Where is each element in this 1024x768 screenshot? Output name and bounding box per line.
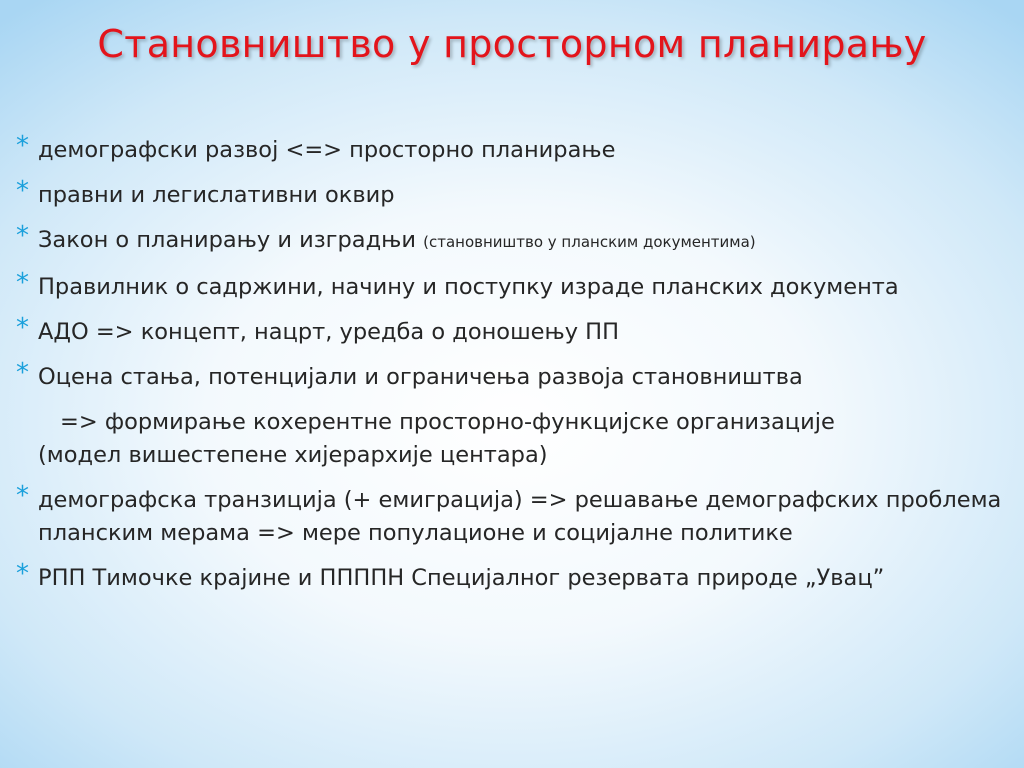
bullet-list [16,131,1016,607]
list-item-note: (модел вишестепене хијерархије центара) [38,442,548,468]
list-item [16,131,1016,167]
list-item [16,481,1016,550]
asterisk-bullet-icon: * [16,131,29,161]
asterisk-bullet-icon: * [16,221,29,251]
list-item-note: (становништво у планским документима) [423,233,756,251]
list-item [16,313,1016,349]
list-item-text: АДО => концепт, нацрт, уредба о доношењу ПП [38,319,620,345]
list-item [16,221,1016,259]
list-item [16,559,1016,595]
list-item [16,176,1016,212]
list-item-text: правни и легислативни оквир [38,182,395,208]
list-item-text: демографски развој <=> просторно планирање [38,137,616,163]
list-item-text: Оцена стања, потенцијали и ограничења развоја становништва [38,364,803,390]
list-item-text: Правилник о садржини, начину и поступку израде планских документа [38,274,899,300]
list-subitem [16,406,1016,472]
asterisk-bullet-icon: * [16,559,29,589]
list-item [16,268,1016,304]
list-item-text: РПП Тимочке крајине и ППППН Специјалног резервата природе „Увац” [38,565,885,591]
list-item-text: Закон о планирању и изградњи [38,227,416,253]
list-item-text: => формирање кохерентне просторно-функцијске организације [60,409,835,435]
list-item [16,358,1016,394]
asterisk-bullet-icon: * [16,313,29,343]
slide-title: Становништво у просторном планирању [97,22,927,66]
list-item-text: демографска транзиција (+ емиграција) => решавање демографских проблема планским мерама => мере популационе и социјалне политике [38,487,1002,546]
asterisk-bullet-icon: * [16,268,29,298]
asterisk-bullet-icon: * [16,176,29,206]
asterisk-bullet-icon: * [16,358,29,388]
asterisk-bullet-icon: * [16,481,29,511]
